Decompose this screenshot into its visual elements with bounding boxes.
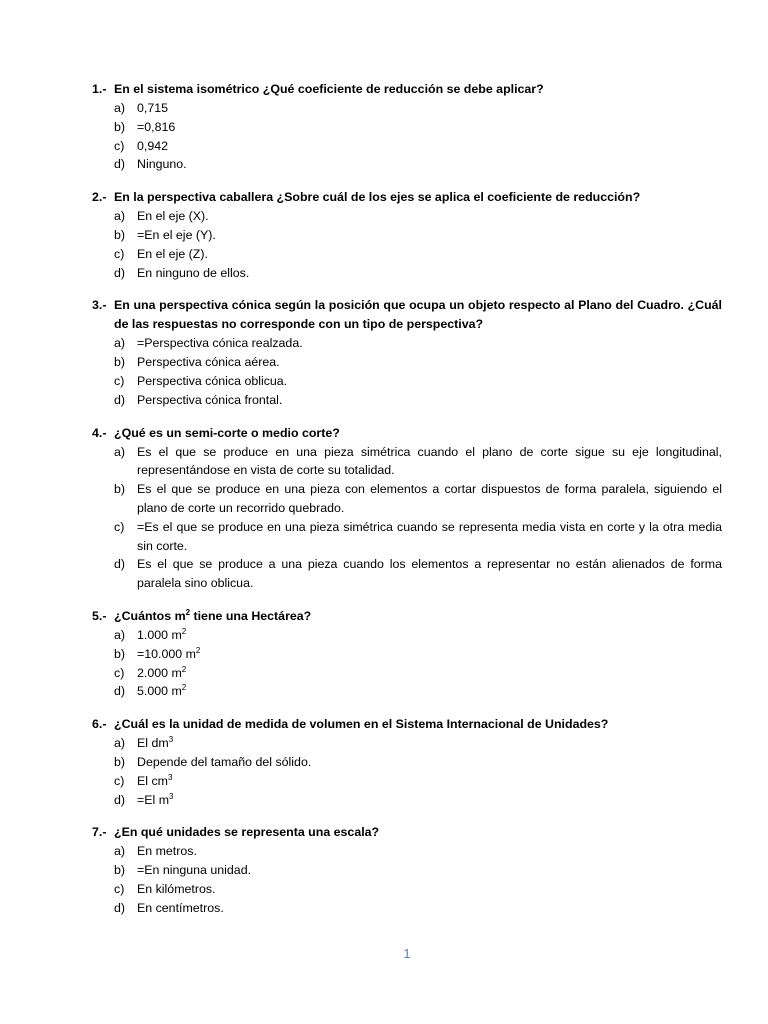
option-a: a) En el eje (X). [114, 209, 209, 224]
option-b: b) =0,816 [114, 119, 176, 134]
option-c: c) 0,942 [114, 138, 169, 153]
option-a: a) 1.000 $m^2$ [114, 626, 187, 642]
option-d: d) =El $m^3$ [114, 791, 174, 807]
option-d: d) En centímetros. [114, 900, 224, 915]
option-a: a) =Perspectiva cónica realzada. [114, 336, 303, 351]
question-2 [92, 188, 722, 282]
question-6 [92, 715, 722, 809]
question-text: ¿Qué es un semi-corte o medio corte? [114, 425, 340, 440]
option-d: d) Ninguno. [114, 157, 187, 172]
question-number: 5.- [92, 608, 107, 623]
question-text: ¿En qué unidades se representa una escala? [114, 825, 380, 840]
question-4 [92, 424, 722, 593]
question-text: ¿Cuál es la unidad de medida de volumen en el Sistema Internacional de Unidades? [114, 717, 609, 732]
question-number: 2.- [92, 190, 107, 205]
option-c: c) En kilómetros. [114, 881, 216, 896]
option-a: a) El $dm^3$ [114, 735, 174, 751]
question-number: 4.- [92, 425, 107, 440]
question-text: En una perspectiva cónica según la posición que ocupa un objeto respecto al Plano del Cuadro. ¿Cuál de las respuestas no corresponde con un tipo de perspectiva? [114, 298, 722, 332]
question-text: En la perspectiva caballera ¿Sobre cuál de los ejes se aplica el coeficiente de reducción? [114, 190, 641, 205]
option-b: b) =En ninguna unidad. [114, 863, 252, 878]
question-3 [92, 296, 722, 409]
option-c: c) 2.000 $m^2$ [114, 664, 187, 680]
page-number: 1 [403, 946, 411, 961]
option-c: c) Perspectiva cónica oblicua. [114, 373, 288, 388]
question-7 [92, 823, 722, 917]
option-d: d) Es el que se produce a una pieza cuando los elementos a representar no están alienados de forma paralela sino oblicua. [114, 557, 722, 591]
option-c: c) El $cm^3$ [114, 772, 173, 788]
option-c: c) En el eje (Z). [114, 246, 208, 261]
question-1 [92, 80, 722, 174]
option-c: c) =Es el que se produce en una pieza simétrica cuando se representa media vista en corte y la otra media sin corte. [114, 519, 722, 553]
option-b: b) Perspectiva cónica aérea. [114, 355, 280, 370]
question-number: 3.- [92, 298, 107, 313]
option-b: b) Depende del tamaño del sólido. [114, 754, 312, 769]
option-a: a) En metros. [114, 844, 197, 859]
option-a: a) Es el que se produce en una pieza simétrica cuando el plano de corte sigue su eje longitudinal, representándose en vista de corte su totalidad. [114, 444, 722, 478]
question-number: 7.- [92, 825, 107, 840]
document-page [92, 80, 722, 932]
option-b: b) =10.000 $m^2$ [114, 645, 201, 661]
question-text: ¿Cuántos $m^2$ tiene una Hectárea? [114, 607, 312, 623]
option-d: d) Perspectiva cónica frontal. [114, 392, 283, 407]
question-text: En el sistema isométrico ¿Qué coeficiente de reducción se debe aplicar? [114, 82, 544, 96]
question-number: 6.- [92, 717, 107, 732]
option-d: d) En ninguno de ellos. [114, 265, 250, 280]
option-b: b) Es el que se produce en una pieza con elementos a cortar dispuestos de forma paralela, siguiendo el plano de corte un recorrido quebrado. [114, 482, 722, 515]
question-5 [92, 607, 722, 701]
option-a: a) 0,715 [114, 101, 169, 115]
option-d: d) 5.000 $m^2$ [114, 683, 187, 699]
question-number: 1.- [92, 82, 107, 96]
option-b: b) =En el eje (Y). [114, 227, 216, 242]
